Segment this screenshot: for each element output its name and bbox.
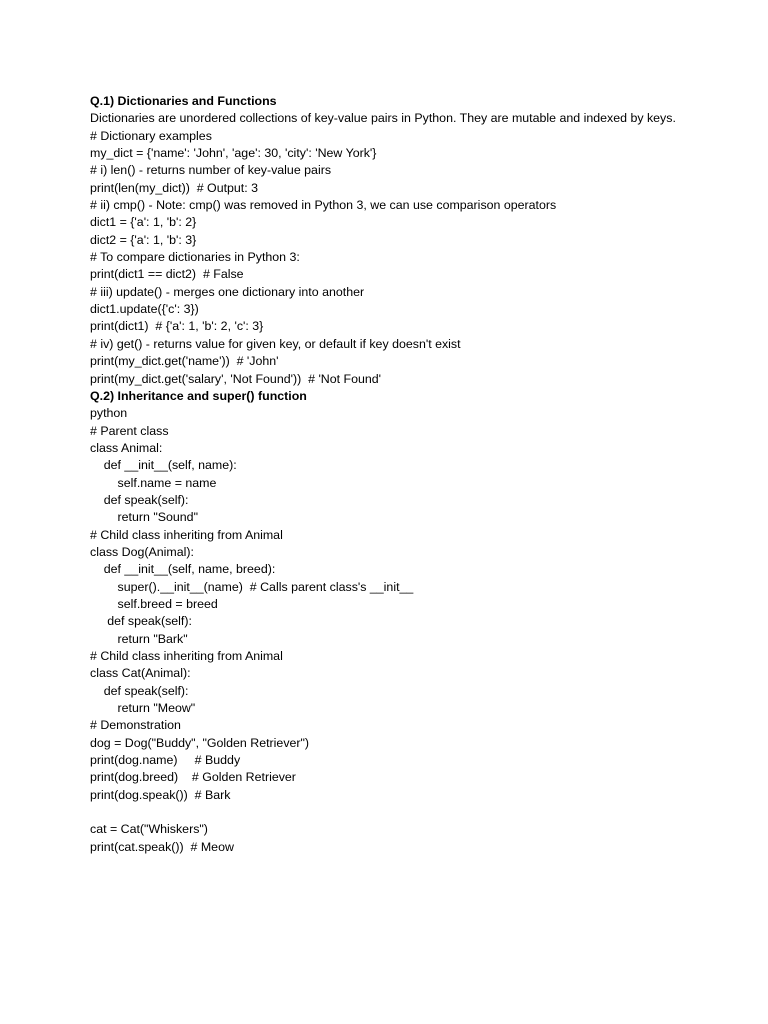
text-line: super().__init__(name) # Calls parent class's __init__ — [90, 579, 414, 594]
text-line: # Child class inheriting from Animal — [90, 527, 283, 542]
text-line: print(my_dict.get('name')) # 'John' — [90, 354, 279, 369]
text-line: # Dictionary examples — [90, 128, 212, 143]
text-line: print(dict1 == dict2) # False — [90, 267, 244, 282]
text-line: self.breed = breed — [90, 596, 218, 611]
text-line: print(dog.breed) # Golden Retriever — [90, 770, 296, 785]
text-line: def speak(self): — [90, 683, 189, 698]
text-line: # To compare dictionaries in Python 3: — [90, 250, 300, 265]
text-line: # ii) cmp() - Note: cmp() was removed in Python 3, we can use comparison operators — [90, 198, 557, 213]
text-line: # Parent class — [90, 423, 169, 438]
text-line: dict1 = {'a': 1, 'b': 2} — [90, 215, 197, 230]
text-line: class Animal: — [90, 440, 163, 455]
text-line: return "Bark" — [90, 631, 188, 646]
section-heading: Q.2) Inheritance and super() function — [90, 388, 307, 403]
text-line: my_dict = {'name': 'John', 'age': 30, 'city': 'New York'} — [90, 146, 377, 161]
document-body — [90, 93, 680, 856]
text-line: def __init__(self, name): — [90, 458, 237, 473]
text-line: print(dict1) # {'a': 1, 'b': 2, 'c': 3} — [90, 319, 264, 334]
text-line: class Dog(Animal): — [90, 544, 194, 559]
text-line: def __init__(self, name, breed): — [90, 562, 276, 577]
text-line: Dictionaries are unordered collections of key-value pairs in Python. They are mutable and indexed by keys. — [90, 111, 676, 126]
text-line: cat = Cat("Whiskers") — [90, 822, 208, 837]
text-line: # iv) get() - returns value for given key, or default if key doesn't exist — [90, 336, 461, 351]
text-line: self.name = name — [90, 475, 217, 490]
text-line: return "Meow" — [90, 701, 196, 716]
text-line: return "Sound" — [90, 510, 198, 525]
text-line: print(len(my_dict)) # Output: 3 — [90, 180, 259, 195]
text-line: print(dog.speak()) # Bark — [90, 787, 231, 802]
text-line: print(dog.name) # Buddy — [90, 753, 241, 768]
text-line: def speak(self): — [90, 492, 189, 507]
text-line: dog = Dog("Buddy", "Golden Retriever") — [90, 735, 310, 750]
text-line: class Cat(Animal): — [90, 666, 191, 681]
text-line: # iii) update() - merges one dictionary into another — [90, 284, 365, 299]
text-line: dict2 = {'a': 1, 'b': 3} — [90, 232, 197, 247]
text-line: print(cat.speak()) # Meow — [90, 839, 234, 854]
text-line: def speak(self): — [90, 614, 192, 629]
text-line: dict1.update({'c': 3}) — [90, 302, 199, 317]
text-line: # Demonstration — [90, 718, 181, 733]
blank-line — [90, 804, 680, 821]
text-line: python — [90, 406, 128, 421]
text-line: # i) len() - returns number of key-value pairs — [90, 163, 332, 178]
section-heading: Q.1) Dictionaries and Functions — [90, 94, 277, 108]
text-line: print(my_dict.get('salary', 'Not Found')) # 'Not Found' — [90, 371, 382, 386]
text-line: # Child class inheriting from Animal — [90, 649, 283, 663]
